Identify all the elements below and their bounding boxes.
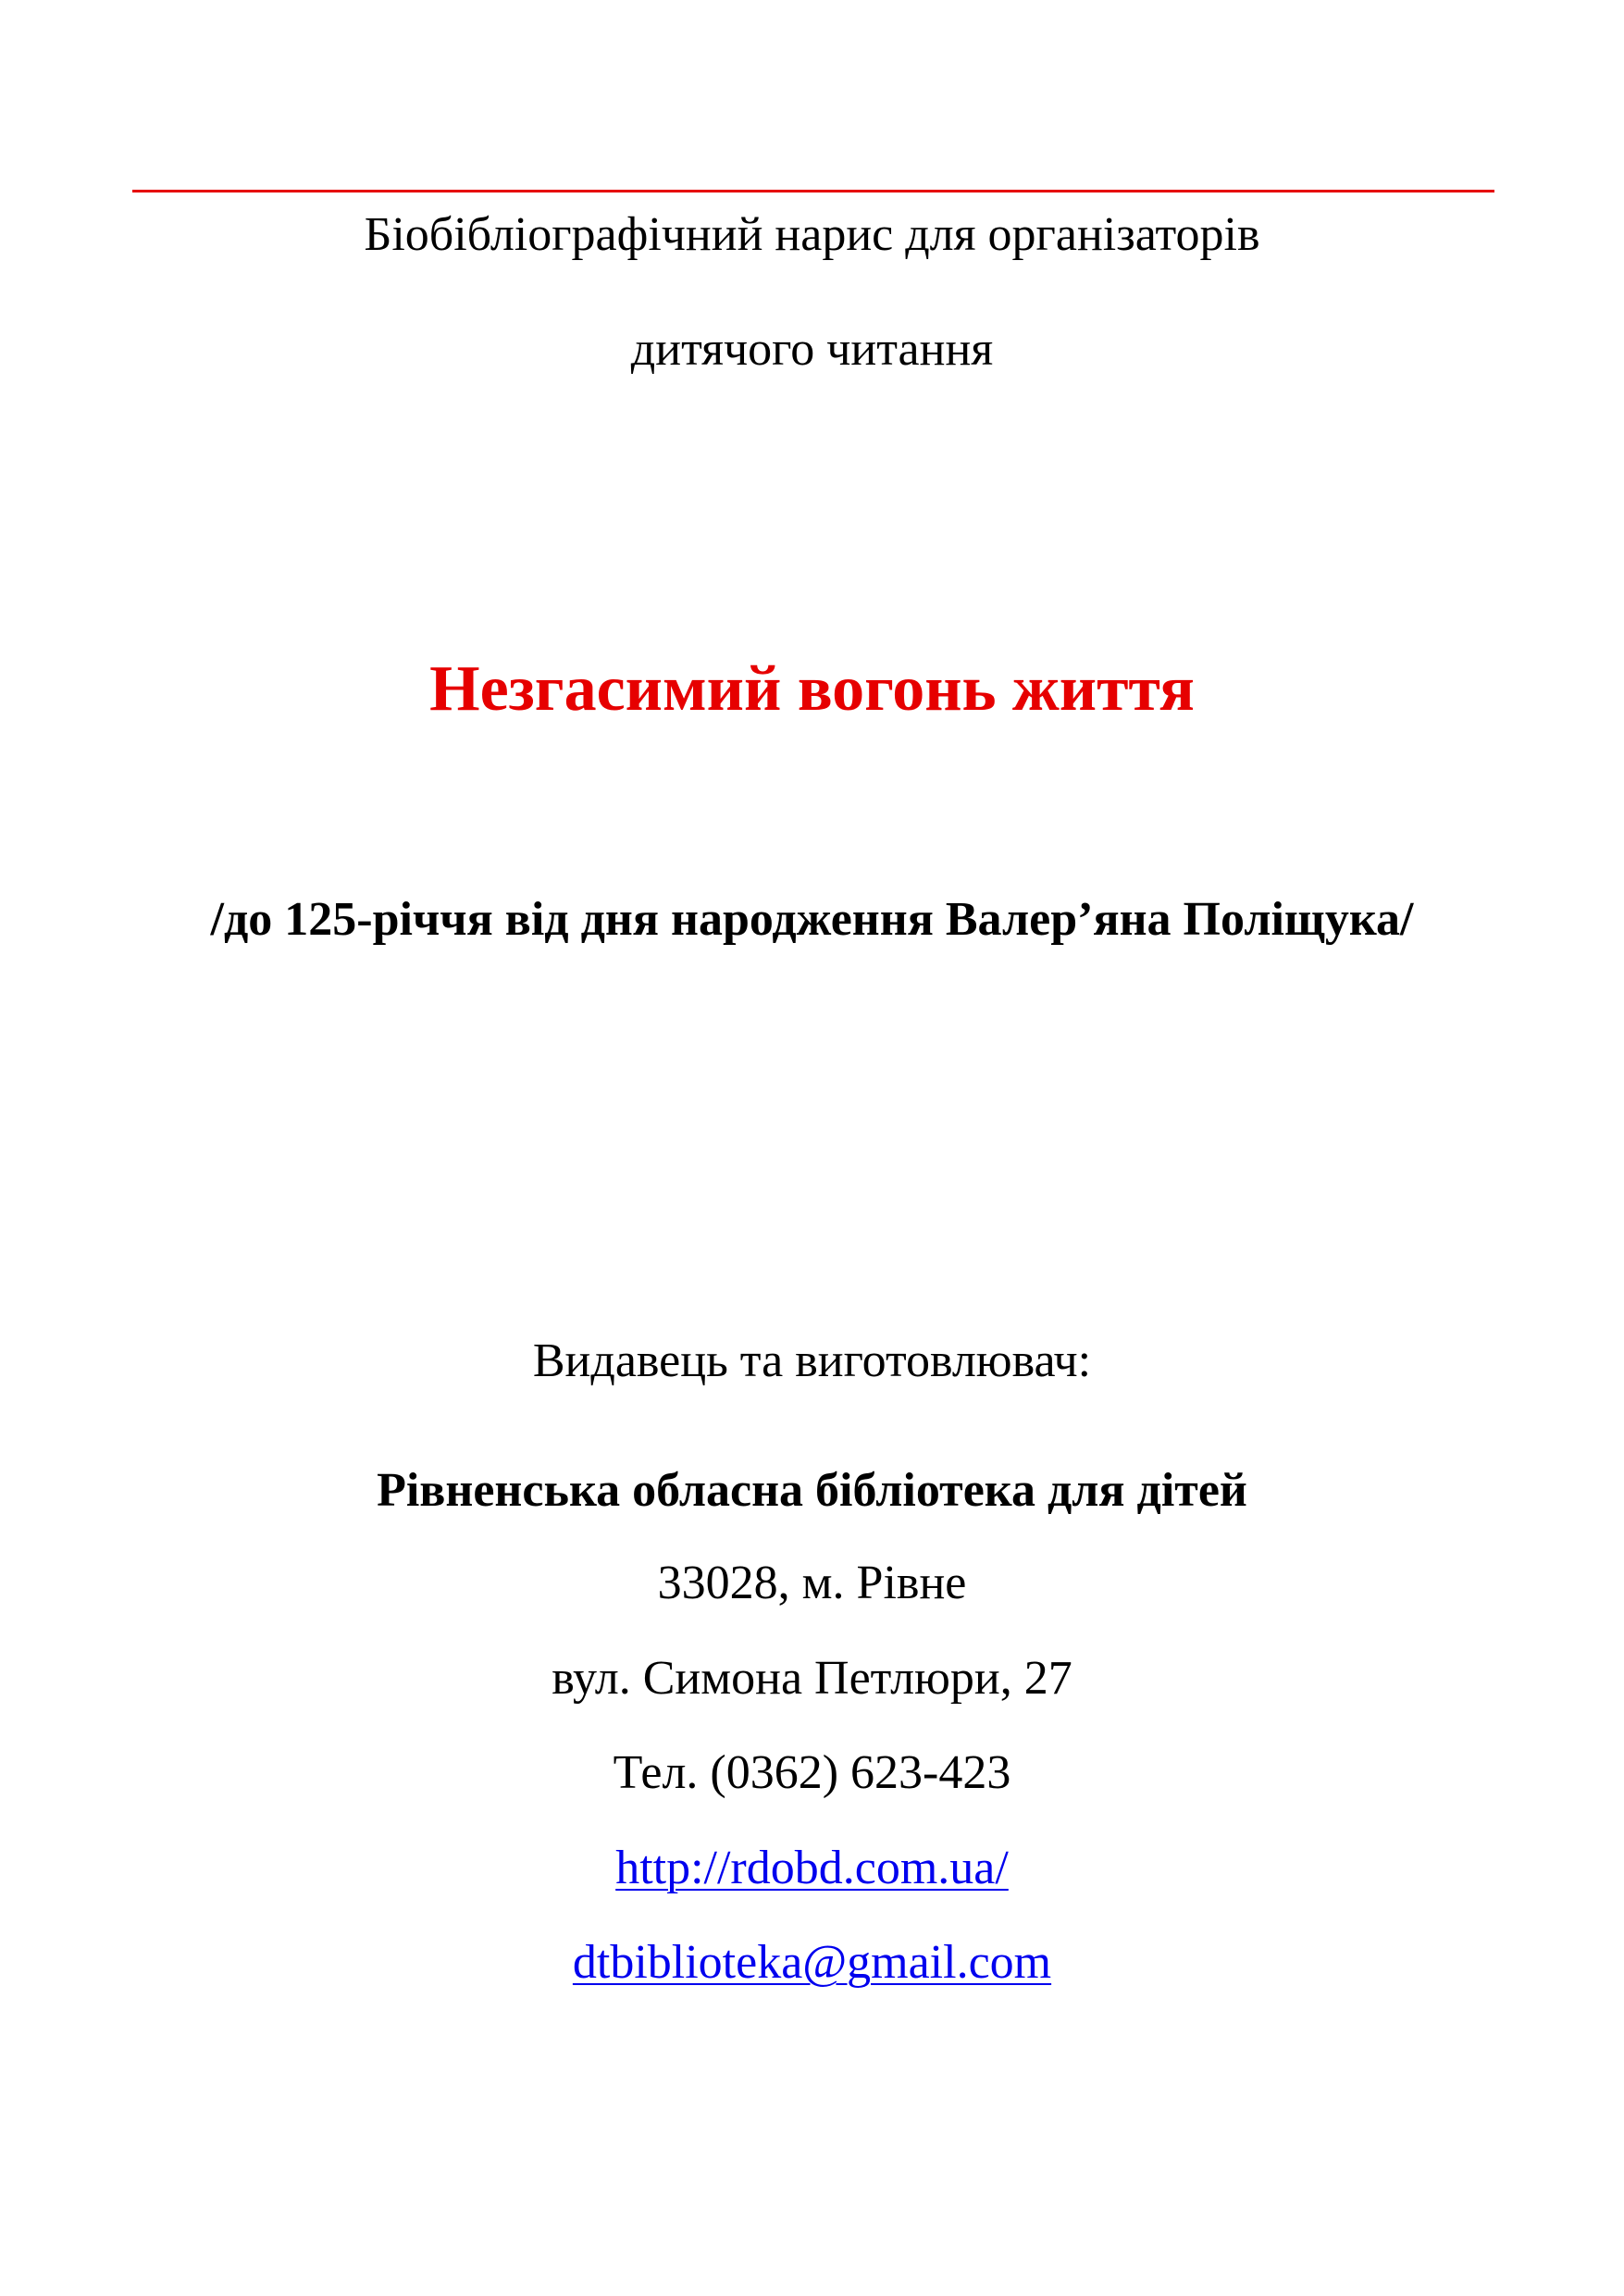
website-line <box>0 1844 1624 1893</box>
header-divider <box>132 190 1494 192</box>
publisher-label: Видавець та виготовлювач: <box>532 1334 1092 1387</box>
website-link[interactable]: http://rdobd.com.ua/ <box>615 1842 1009 1894</box>
publisher-postal: 33028, м. Рівне <box>657 1557 967 1609</box>
publisher-street: вул. Симона Петлюри, 27 <box>552 1652 1072 1705</box>
publisher-phone: Тел. (0362) 623-423 <box>613 1746 1011 1799</box>
publisher-name: Рівненська обласна бібліотека для дітей <box>377 1464 1247 1517</box>
dedication: /до 125-річчя від дня народження Валер’яна Поліщука/ <box>210 893 1414 946</box>
subtitle-line-2: дитячого читання <box>630 323 994 376</box>
document-title: Незгасимий вогонь життя <box>429 653 1195 725</box>
email-link[interactable]: dtbiblioteka@gmail.com <box>572 1936 1052 1989</box>
subtitle-line-1: Біобібліографічний нарис для організаторів <box>364 208 1260 261</box>
email-line <box>0 1936 1624 1989</box>
